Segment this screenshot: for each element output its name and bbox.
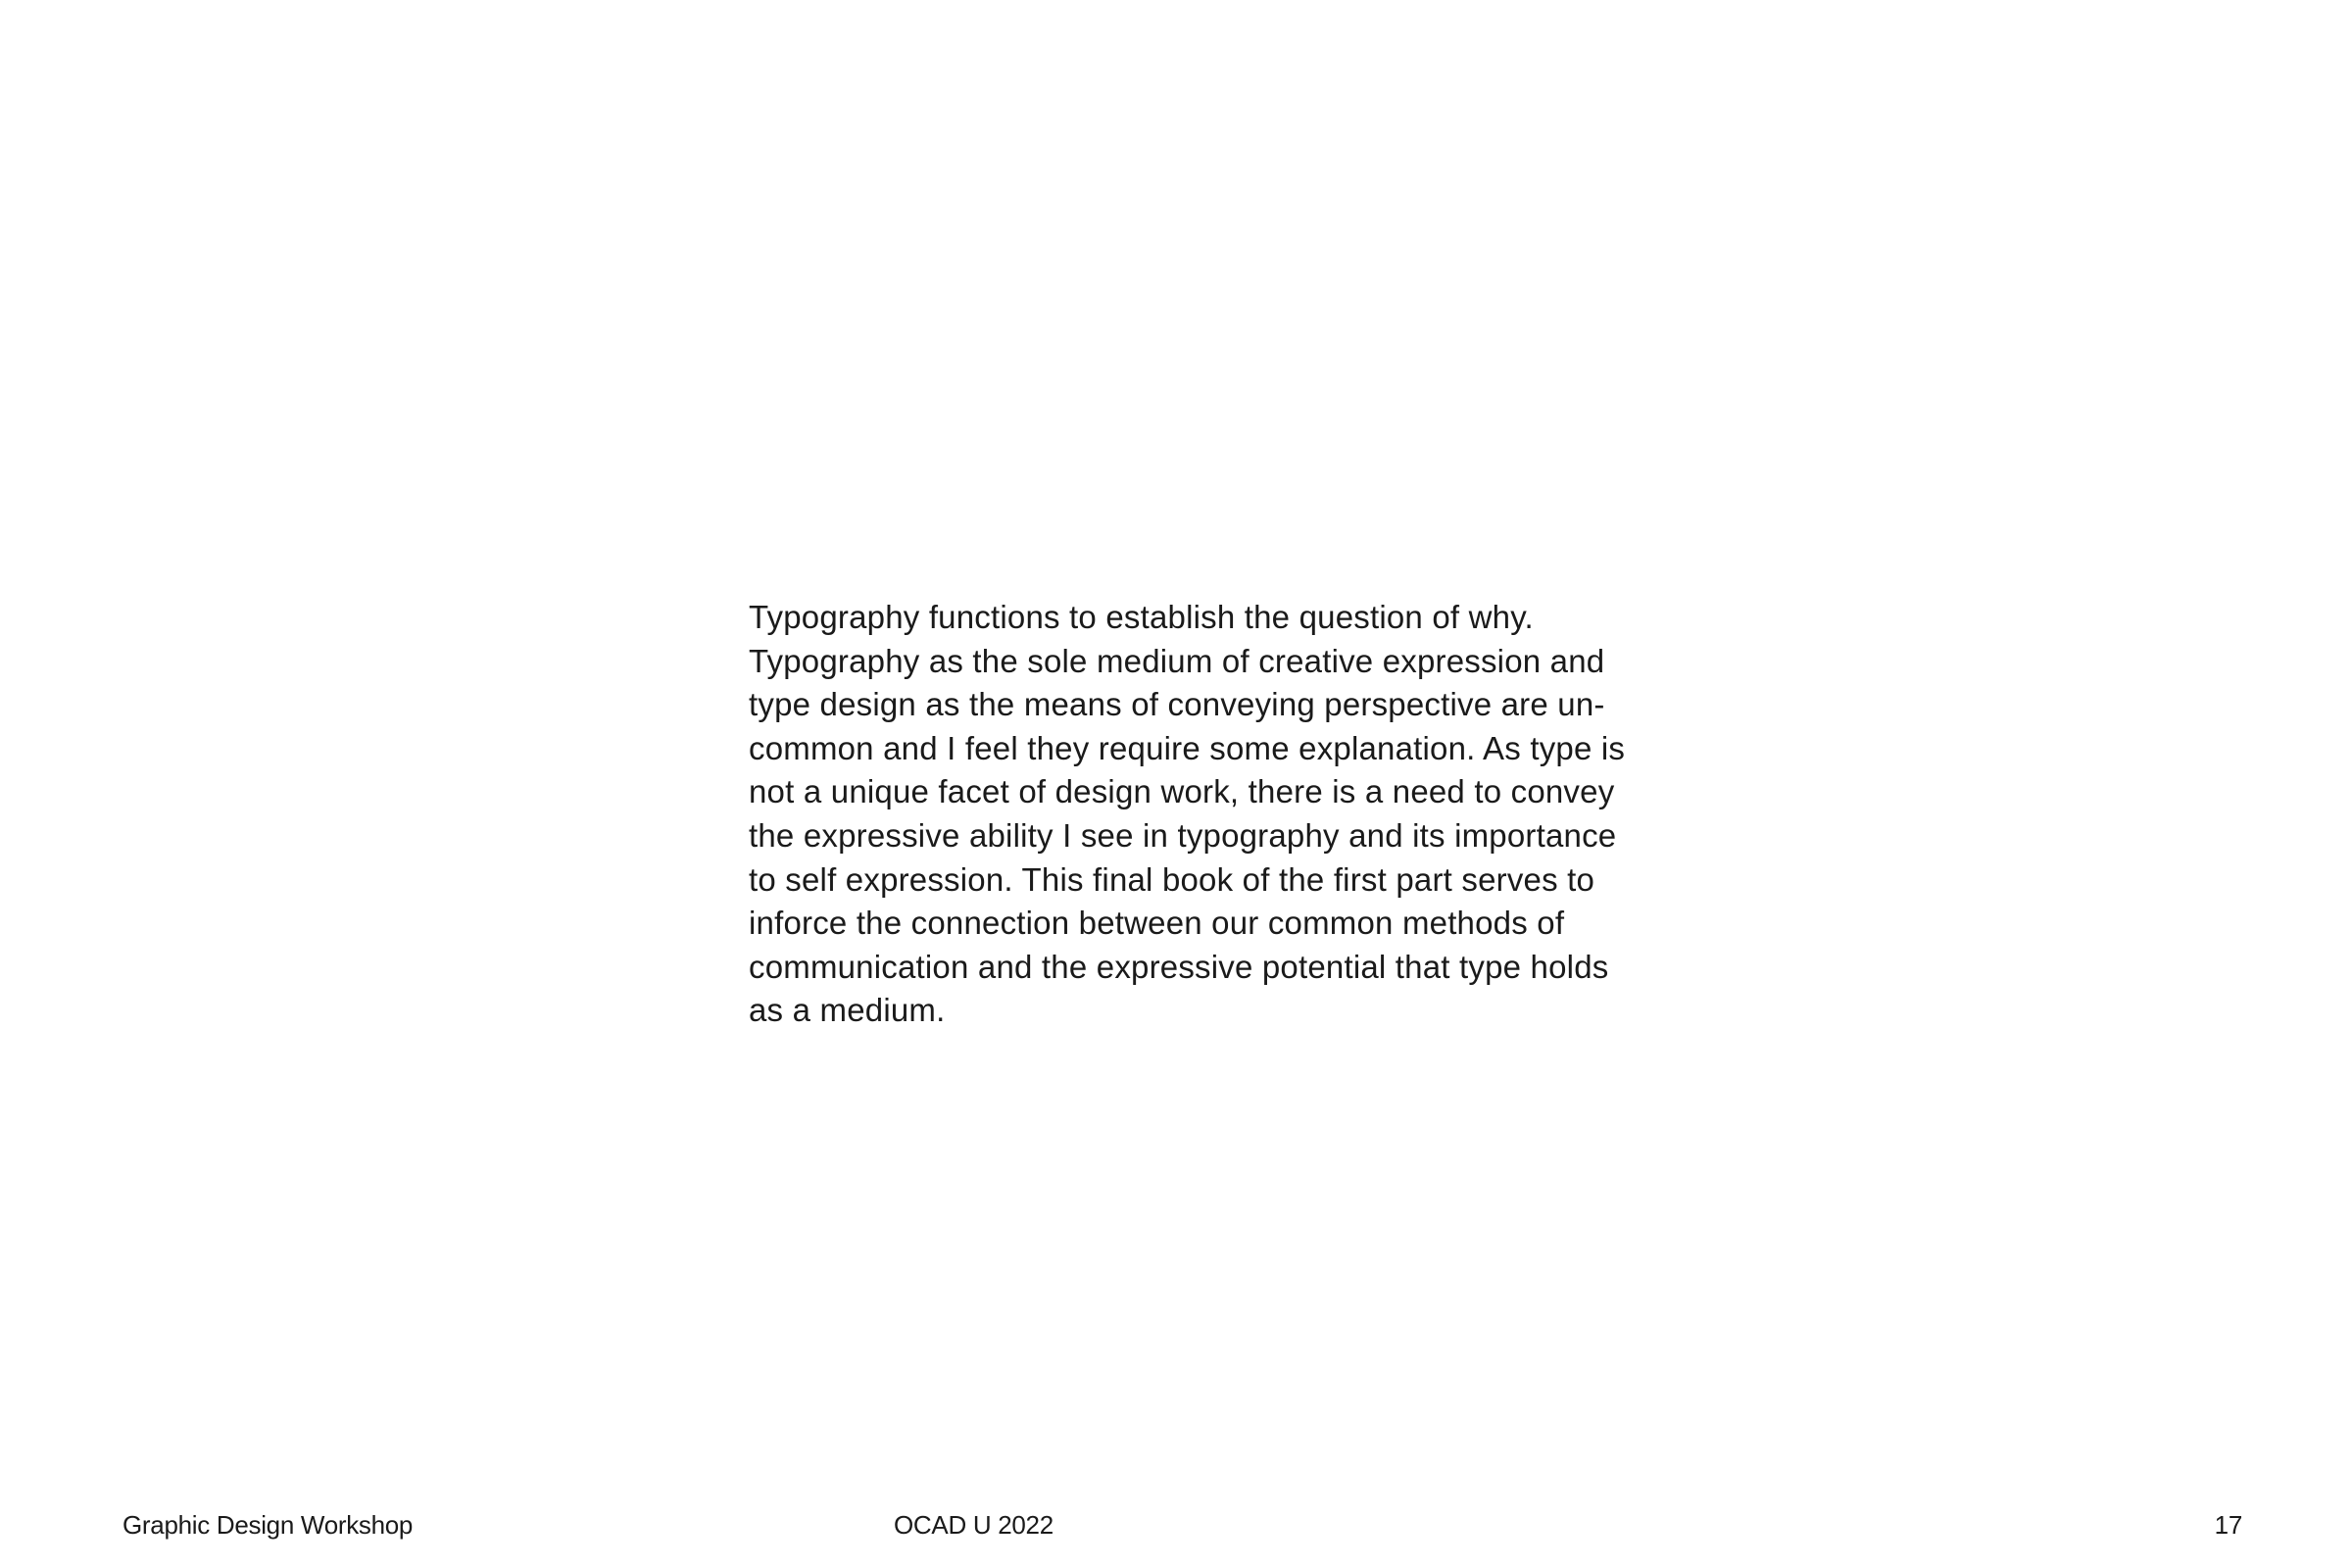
paragraph-line: Typography functions to establish the question of why. (749, 599, 1534, 635)
paragraph-line: not a unique facet of design work, there is a need to convey (749, 773, 1615, 810)
paragraph-line: inforce the connection between our common methods of (749, 905, 1565, 942)
footer-institution-year: OCAD U 2022 (894, 1510, 1054, 1540)
paragraph-line: as a medium. (749, 992, 946, 1029)
paragraph-line: the expressive ability I see in typography and its importance (749, 816, 1617, 854)
page-number: 17 (2214, 1510, 2242, 1540)
paragraph-line: Typography as the sole medium of creative expression and (749, 642, 1605, 679)
body-paragraph (749, 596, 1650, 1033)
paragraph-line: to self expression. This final book of the first part serves to (749, 860, 1595, 898)
paragraph-line: communication and the expressive potential that type holds (749, 948, 1609, 985)
paragraph-line: type design as the means of conveying perspective are un- (749, 686, 1605, 723)
paragraph-line: common and I feel they require some explanation. As type is (749, 729, 1626, 766)
footer-course-title: Graphic Design Workshop (122, 1510, 414, 1540)
